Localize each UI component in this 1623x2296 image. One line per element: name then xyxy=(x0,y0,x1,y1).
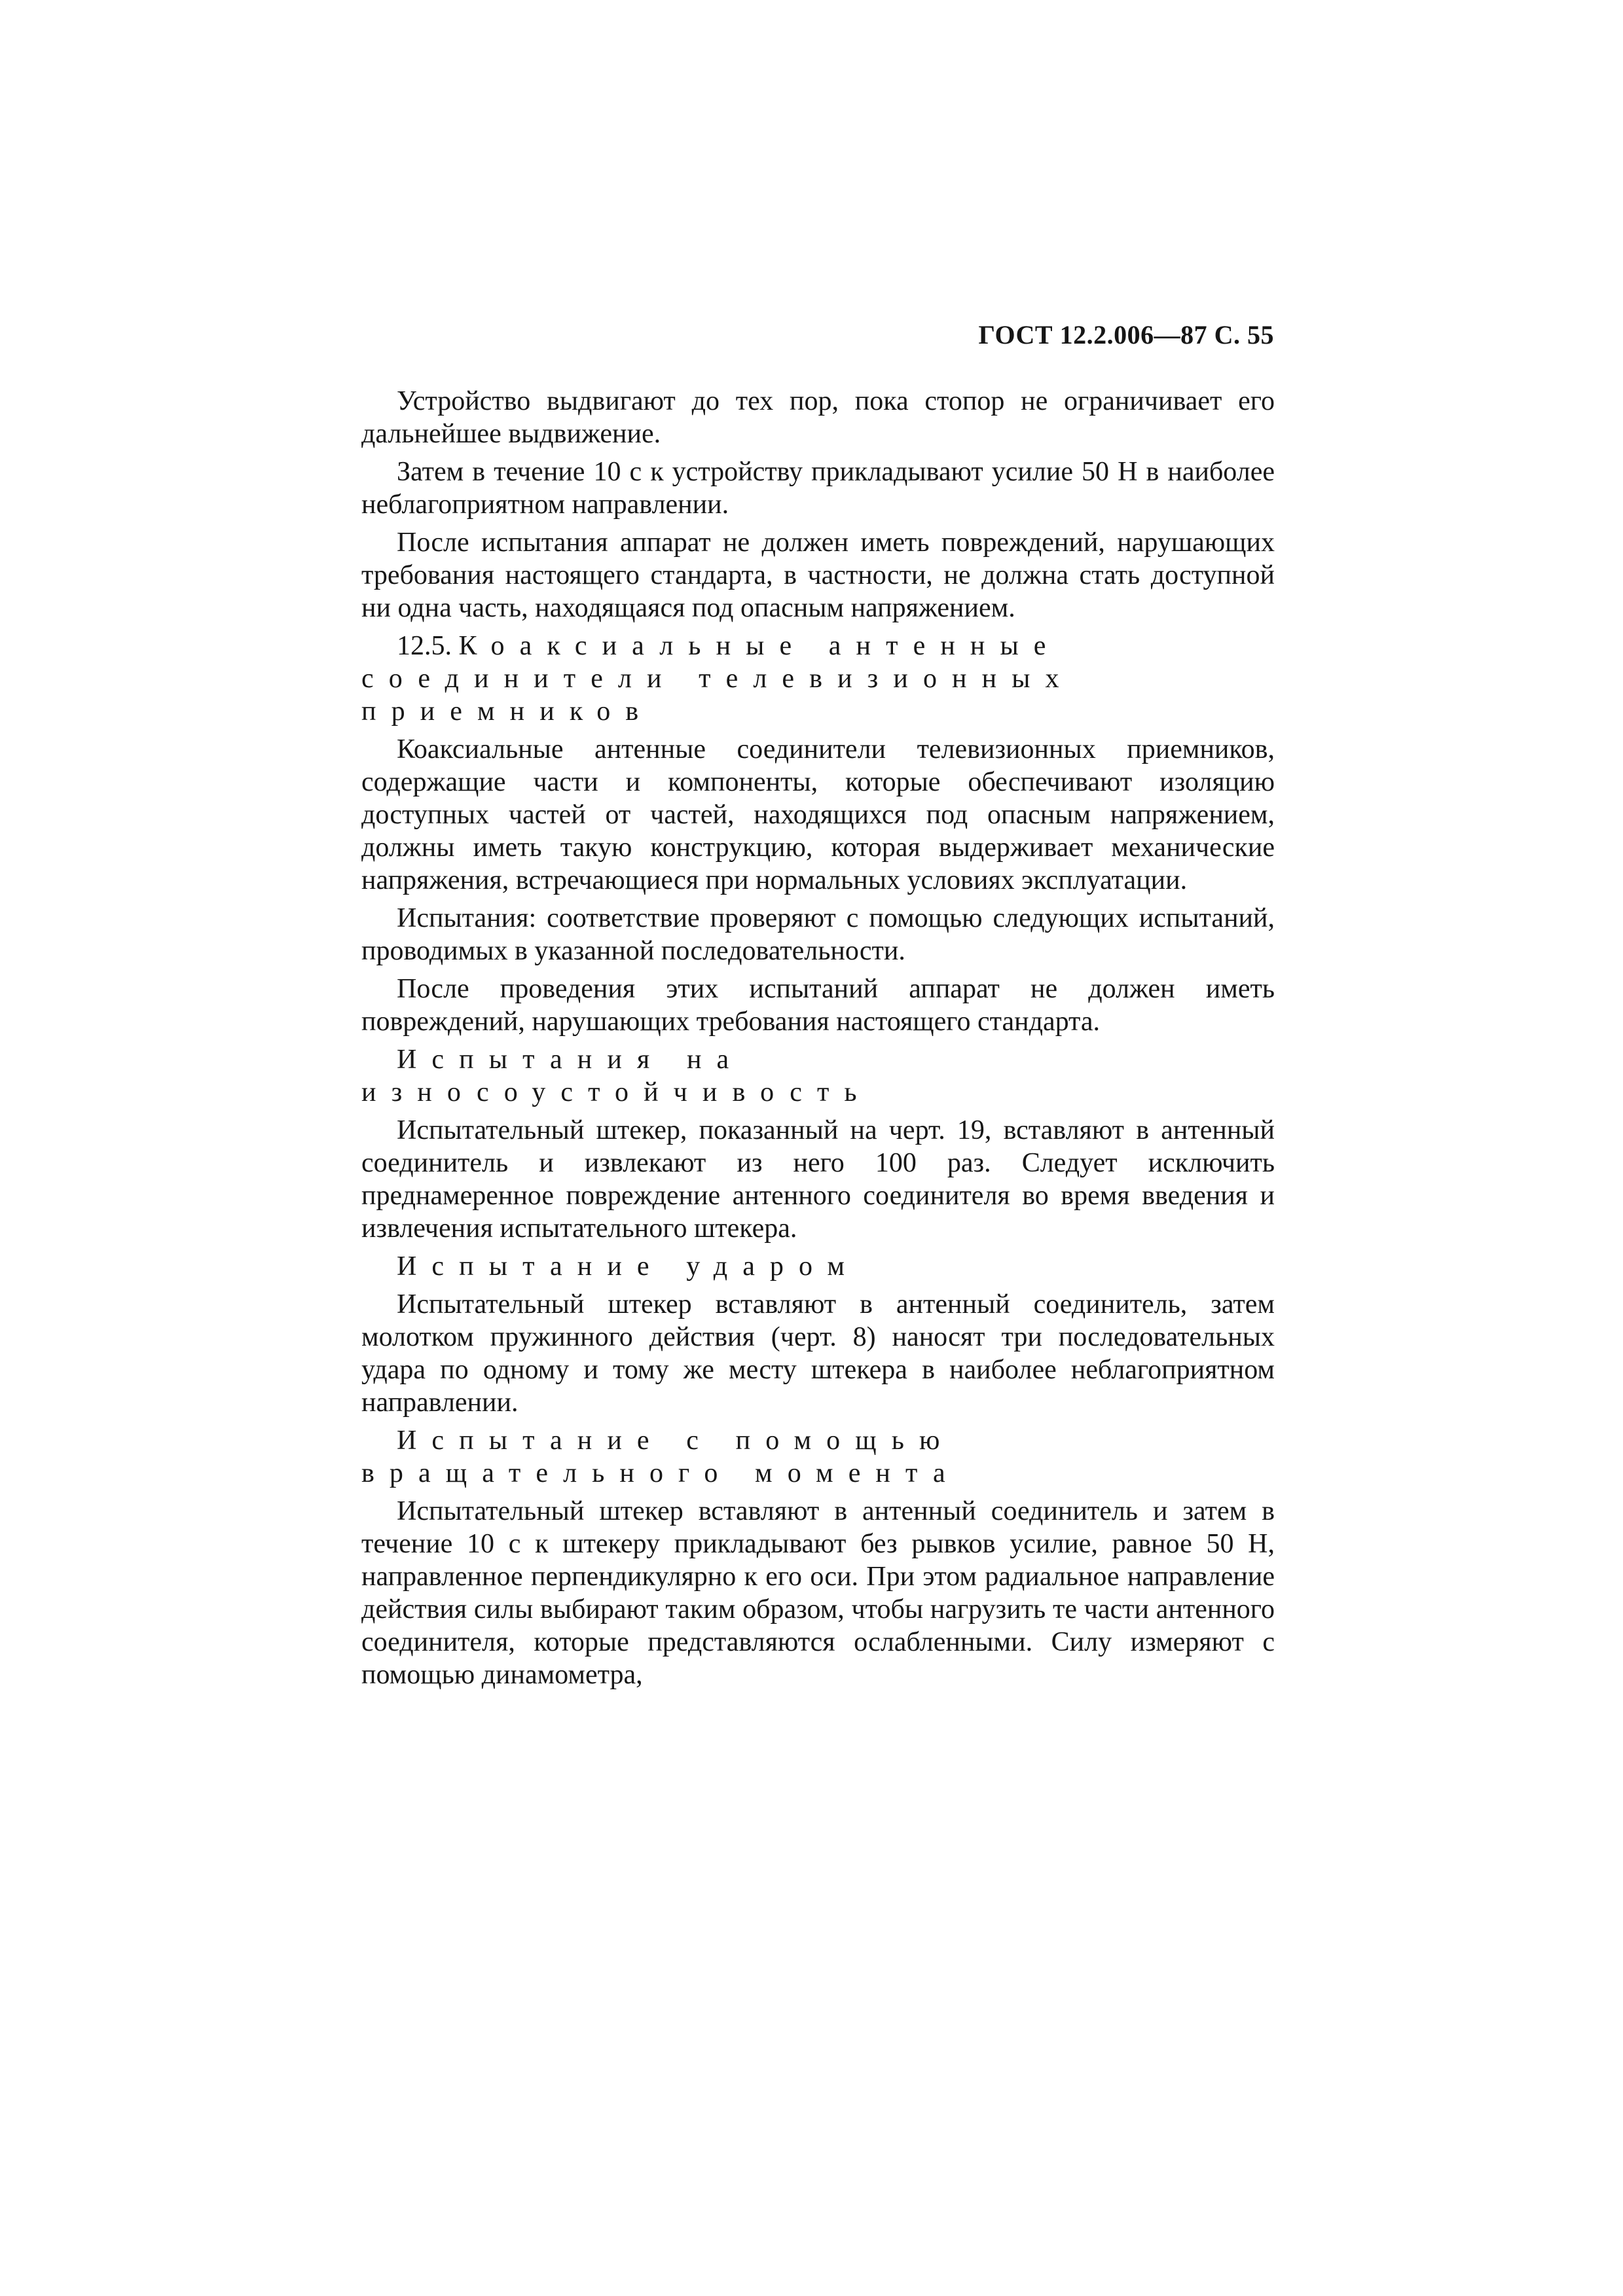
paragraph: Испытательный штекер вставляют в антенный соединитель, затем молотком пружинного действия (черт. 8) наносят три последовательных удара по одному и тому же месту штекера в наиболее неблагоприятном направлении. xyxy=(361,1289,1275,1418)
paragraph: После испытания аппарат не должен иметь повреждений, нарушающих требования настоящего стандарта, в частности, не должна стать доступной ни одна часть, находящаяся под опасным напряжением. xyxy=(361,528,1275,623)
section-number: 12.5. xyxy=(397,631,452,661)
paragraph: Устройство выдвигают до тех пор, пока стопор не ограничивает его дальнейшее выдвижение. xyxy=(361,386,1275,449)
impact-test-heading: Испытание ударом xyxy=(397,1251,860,1282)
document-body xyxy=(361,385,1275,1696)
paragraph: Испытательный штекер вставляют в антенный соединитель и затем в течение 10 с к штекеру прикладывают без рывков усилие, равное 50 Н, направленное перпендикулярно к его оси. При этом радиальное направление действия силы выбирают таким образом, чтобы нагрузить те части антенного соединителя, которые представляются ослабленными. Силу измеряют с помощью динамометра, xyxy=(361,1496,1275,1690)
wear-test-heading: Испытания на износоустойчивость xyxy=(361,1045,872,1107)
page-header: ГОСТ 12.2.006—87 С. 55 xyxy=(978,320,1274,350)
paragraph: Затем в течение 10 с к устройству прикладывают усилие 50 Н в наиболее неблагоприятном направлении. xyxy=(361,457,1275,520)
paragraph: Коаксиальные антенные соединители телевизионных приемников, содержащие части и компоненты, которые обеспечивают изоляцию доступных частей от частей, находящихся под опасным напряжением, должны иметь такую конструкцию, которая выдерживает механические напряжения, встречающиеся при нормальных условиях эксплуатации. xyxy=(361,734,1275,895)
section-title: Коаксиальные антенные соединители телевизионных приемников xyxy=(361,631,1074,726)
paragraph: Испытания: соответствие проверяют с помощью следующих испытаний, проводимых в указанной последовательности. xyxy=(361,903,1275,966)
paragraph: Испытательный штекер, показанный на черт. 19, вставляют в антенный соединитель и извлекают из него 100 раз. Следует исключить преднамеренное повреждение антенного соединителя во время введения и извлечения испытательного штекера. xyxy=(361,1115,1275,1244)
paragraph: После проведения этих испытаний аппарат не должен иметь повреждений, нарушающих требования настоящего стандарта. xyxy=(361,974,1275,1037)
torque-test-heading: Испытание с помощью вращательного момента xyxy=(361,1426,960,1488)
section-heading-12-5 xyxy=(361,630,1275,728)
